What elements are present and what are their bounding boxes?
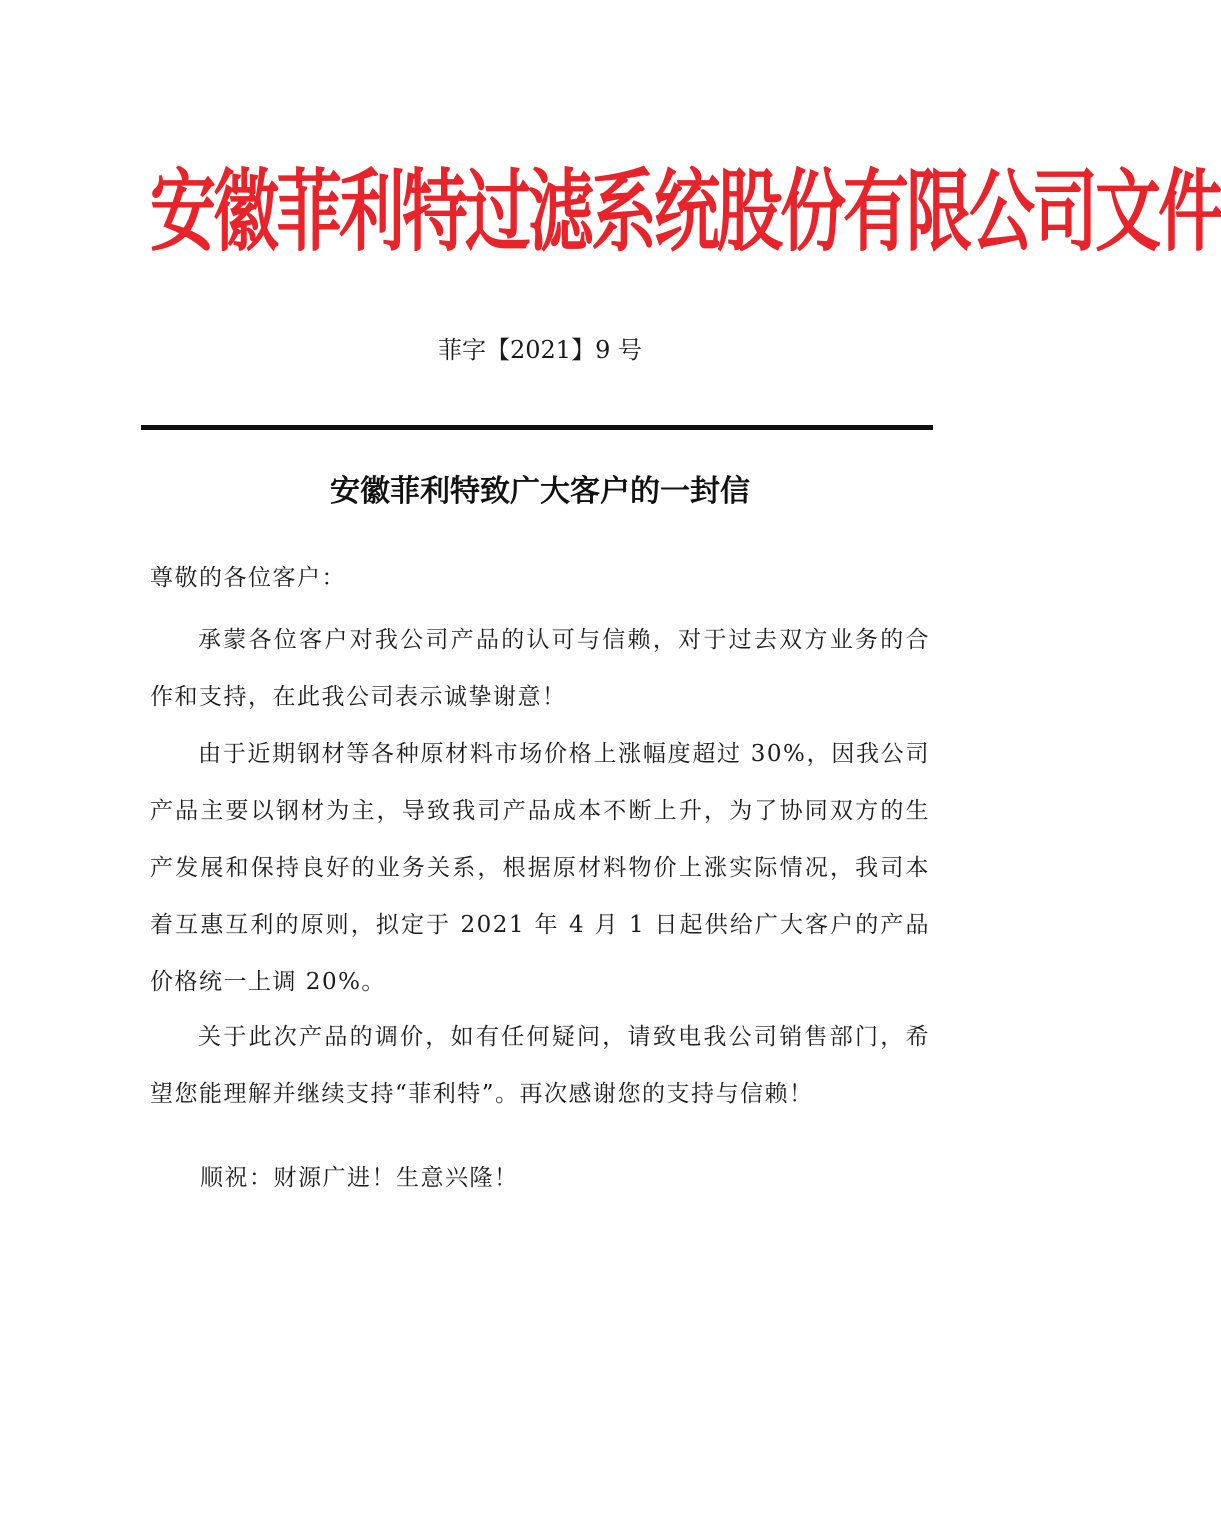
closing-wishes: 顺祝：财源广进！生意兴隆！ [200, 1165, 519, 1191]
paragraph-thanks: 承蒙各位客户对我公司产品的认可与信赖，对于过去双方业务的合作和支持，在此我公司表示诚挚谢意！ [150, 627, 930, 710]
paragraph-price-adjustment: 由于近期钢材等各种原材料市场价格上涨幅度超过 30%，因我公司产品主要以钢材为主，导致我司产品成本不断上升，为了协同双方的生产发展和保持良好的业务关系，根据原材料物价上涨实际情况，我司本着互惠互利的原则，拟定于 2021 年 4 月 1 日起供给广大客户的产品价格统一上调 20%。 [150, 741, 930, 995]
paragraph-contact: 关于此次产品的调价，如有任何疑问，请致电我公司销售部门，希望您能理解并继续支持“菲利特”。再次感谢您的支持与信赖！ [150, 1024, 930, 1107]
organization-header-title: 安徽菲利特过滤系统股份有限公司文件 [150, 160, 1221, 265]
document-number: 菲字【2021】9 号 [438, 336, 642, 364]
header-divider-line [141, 425, 933, 430]
letter-title: 安徽菲利特致广大客户的一封信 [330, 474, 750, 509]
salutation: 尊敬的各位客户： [150, 565, 346, 591]
